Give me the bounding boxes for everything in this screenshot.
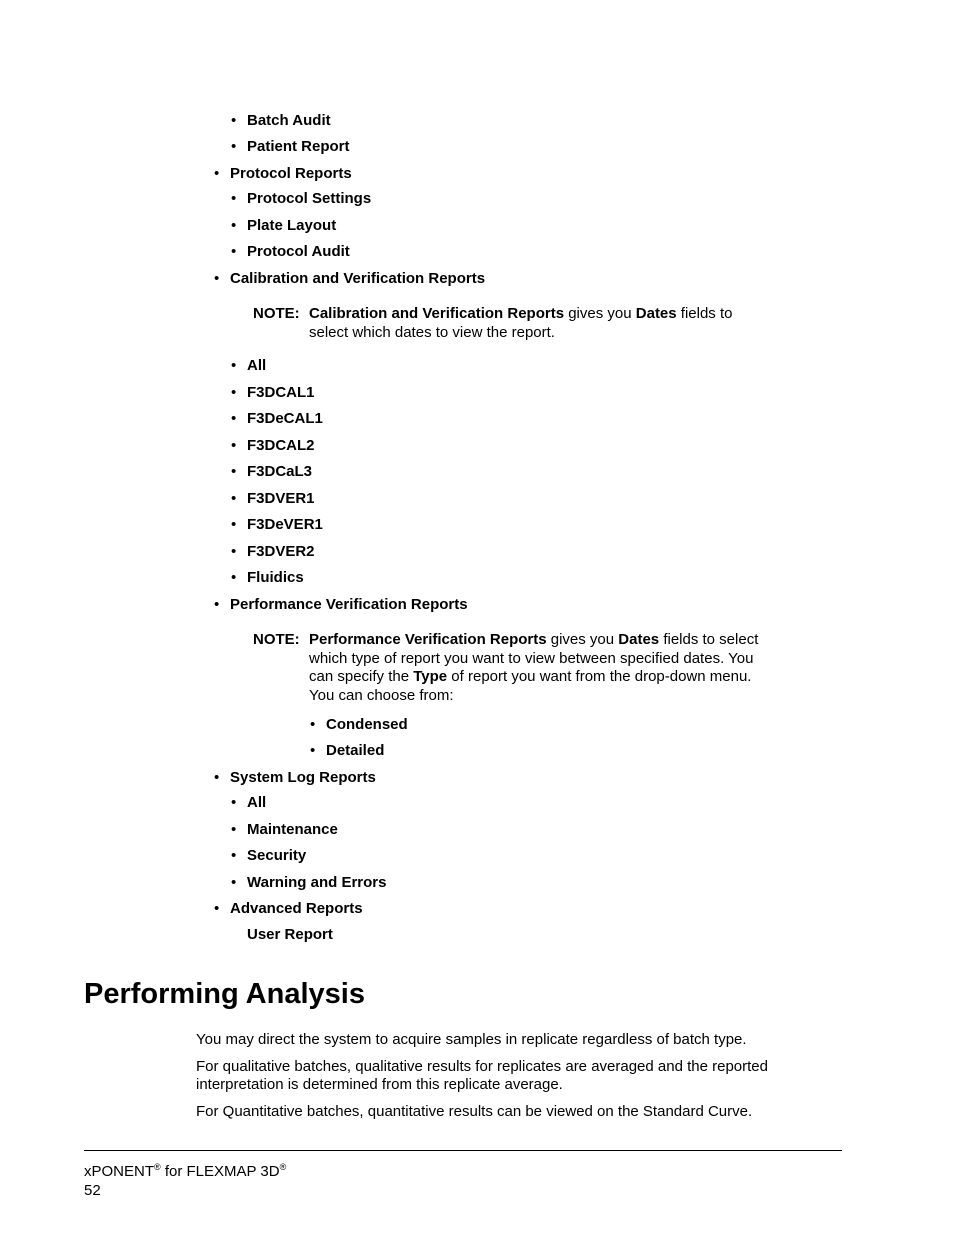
bullet: • — [214, 769, 220, 786]
list-item-user-report: User Report — [247, 926, 333, 943]
bullet: • — [310, 716, 316, 733]
bullet: • — [231, 410, 237, 427]
note-line: You can choose from: — [309, 687, 454, 704]
list-item-patient-report: Patient Report — [247, 138, 350, 155]
bullet: • — [231, 794, 237, 811]
list-item-condensed: Condensed — [326, 716, 408, 733]
list-item-log-all: All — [247, 794, 267, 811]
list-item-f3dever1: F3DeVER1 — [247, 516, 323, 533]
list-item-advanced-reports: Advanced Reports — [230, 900, 363, 917]
list-item-protocol-reports: Protocol Reports — [230, 165, 352, 182]
list-item-maintenance: Maintenance — [247, 821, 338, 838]
list-item-f3dcal3: F3DCaL3 — [247, 463, 313, 480]
bullet: • — [231, 847, 237, 864]
note-label: NOTE: — [253, 305, 300, 322]
bullet: • — [310, 742, 316, 759]
bullet: • — [214, 596, 220, 613]
list-item-f3dcal2: F3DCAL2 — [247, 437, 315, 454]
list-item-f3dver2: F3DVER2 — [247, 543, 315, 560]
list-item-f3dcal1: F3DCAL1 — [247, 384, 315, 401]
bullet: • — [231, 490, 237, 507]
bullet: • — [231, 384, 237, 401]
note-label: NOTE: — [253, 631, 300, 648]
bullet: • — [231, 569, 237, 586]
list-item-protocol-audit: Protocol Audit — [247, 243, 350, 260]
paragraph — [196, 1058, 768, 1094]
list-item-perf-ver-reports: Performance Verification Reports — [230, 596, 468, 613]
list-item-f3dver1: F3DVER1 — [247, 490, 315, 507]
list-item-protocol-settings: Protocol Settings — [247, 190, 372, 207]
list-item-system-log-reports: System Log Reports — [230, 769, 376, 786]
bullet: • — [231, 463, 237, 480]
bullet: • — [231, 217, 237, 234]
bullet: • — [214, 165, 220, 182]
note-line: Performance Verification Reports gives you Dates fields to select — [309, 631, 759, 648]
list-item-security: Security — [247, 847, 307, 864]
list-item-fluidics: Fluidics — [247, 569, 304, 586]
list-item-f3decal1: F3DeCAL1 — [247, 410, 323, 427]
paragraph: For Quantitative batches, quantitative results can be viewed on the Standard Curve. — [196, 1103, 753, 1120]
bullet: • — [231, 516, 237, 533]
bullet: • — [214, 900, 220, 917]
list-item-warning-errors: Warning and Errors — [247, 874, 387, 891]
bullet: • — [231, 543, 237, 560]
note-line: select which dates to view the report. — [309, 324, 555, 341]
paragraph-line: interpretation is determined from this replicate average. — [196, 1076, 563, 1093]
list-item-plate-layout: Plate Layout — [247, 217, 337, 234]
bullet: • — [231, 243, 237, 260]
bullet: • — [214, 270, 220, 287]
bullet: • — [231, 190, 237, 207]
note-line: which type of report you want to view between specified dates. You — [309, 650, 754, 667]
note-line: can specify the Type of report you want from the drop-down menu. — [309, 668, 752, 685]
list-item-batch-audit: Batch Audit — [247, 112, 331, 129]
paragraph: You may direct the system to acquire samples in replicate regardless of batch type. — [196, 1031, 747, 1048]
bullet: • — [231, 357, 237, 374]
footer-rule — [84, 1150, 842, 1151]
paragraph-line: For qualitative batches, qualitative results for replicates are averaged and the reported — [196, 1058, 768, 1075]
footer-product: xPONENT® for FLEXMAP 3D® — [84, 1162, 287, 1180]
bullet: • — [231, 112, 237, 129]
bullet: • — [231, 821, 237, 838]
section-heading: Performing Analysis — [84, 978, 365, 1010]
note-line: Calibration and Verification Reports gives you Dates fields to — [309, 305, 733, 322]
list-item-all: All — [247, 357, 267, 374]
list-item-cal-ver-reports: Calibration and Verification Reports — [230, 270, 486, 287]
page-number: 52 — [84, 1182, 101, 1199]
bullet: • — [231, 874, 237, 891]
bullet: • — [231, 138, 237, 155]
bullet: • — [231, 437, 237, 454]
list-item-detailed: Detailed — [326, 742, 385, 759]
